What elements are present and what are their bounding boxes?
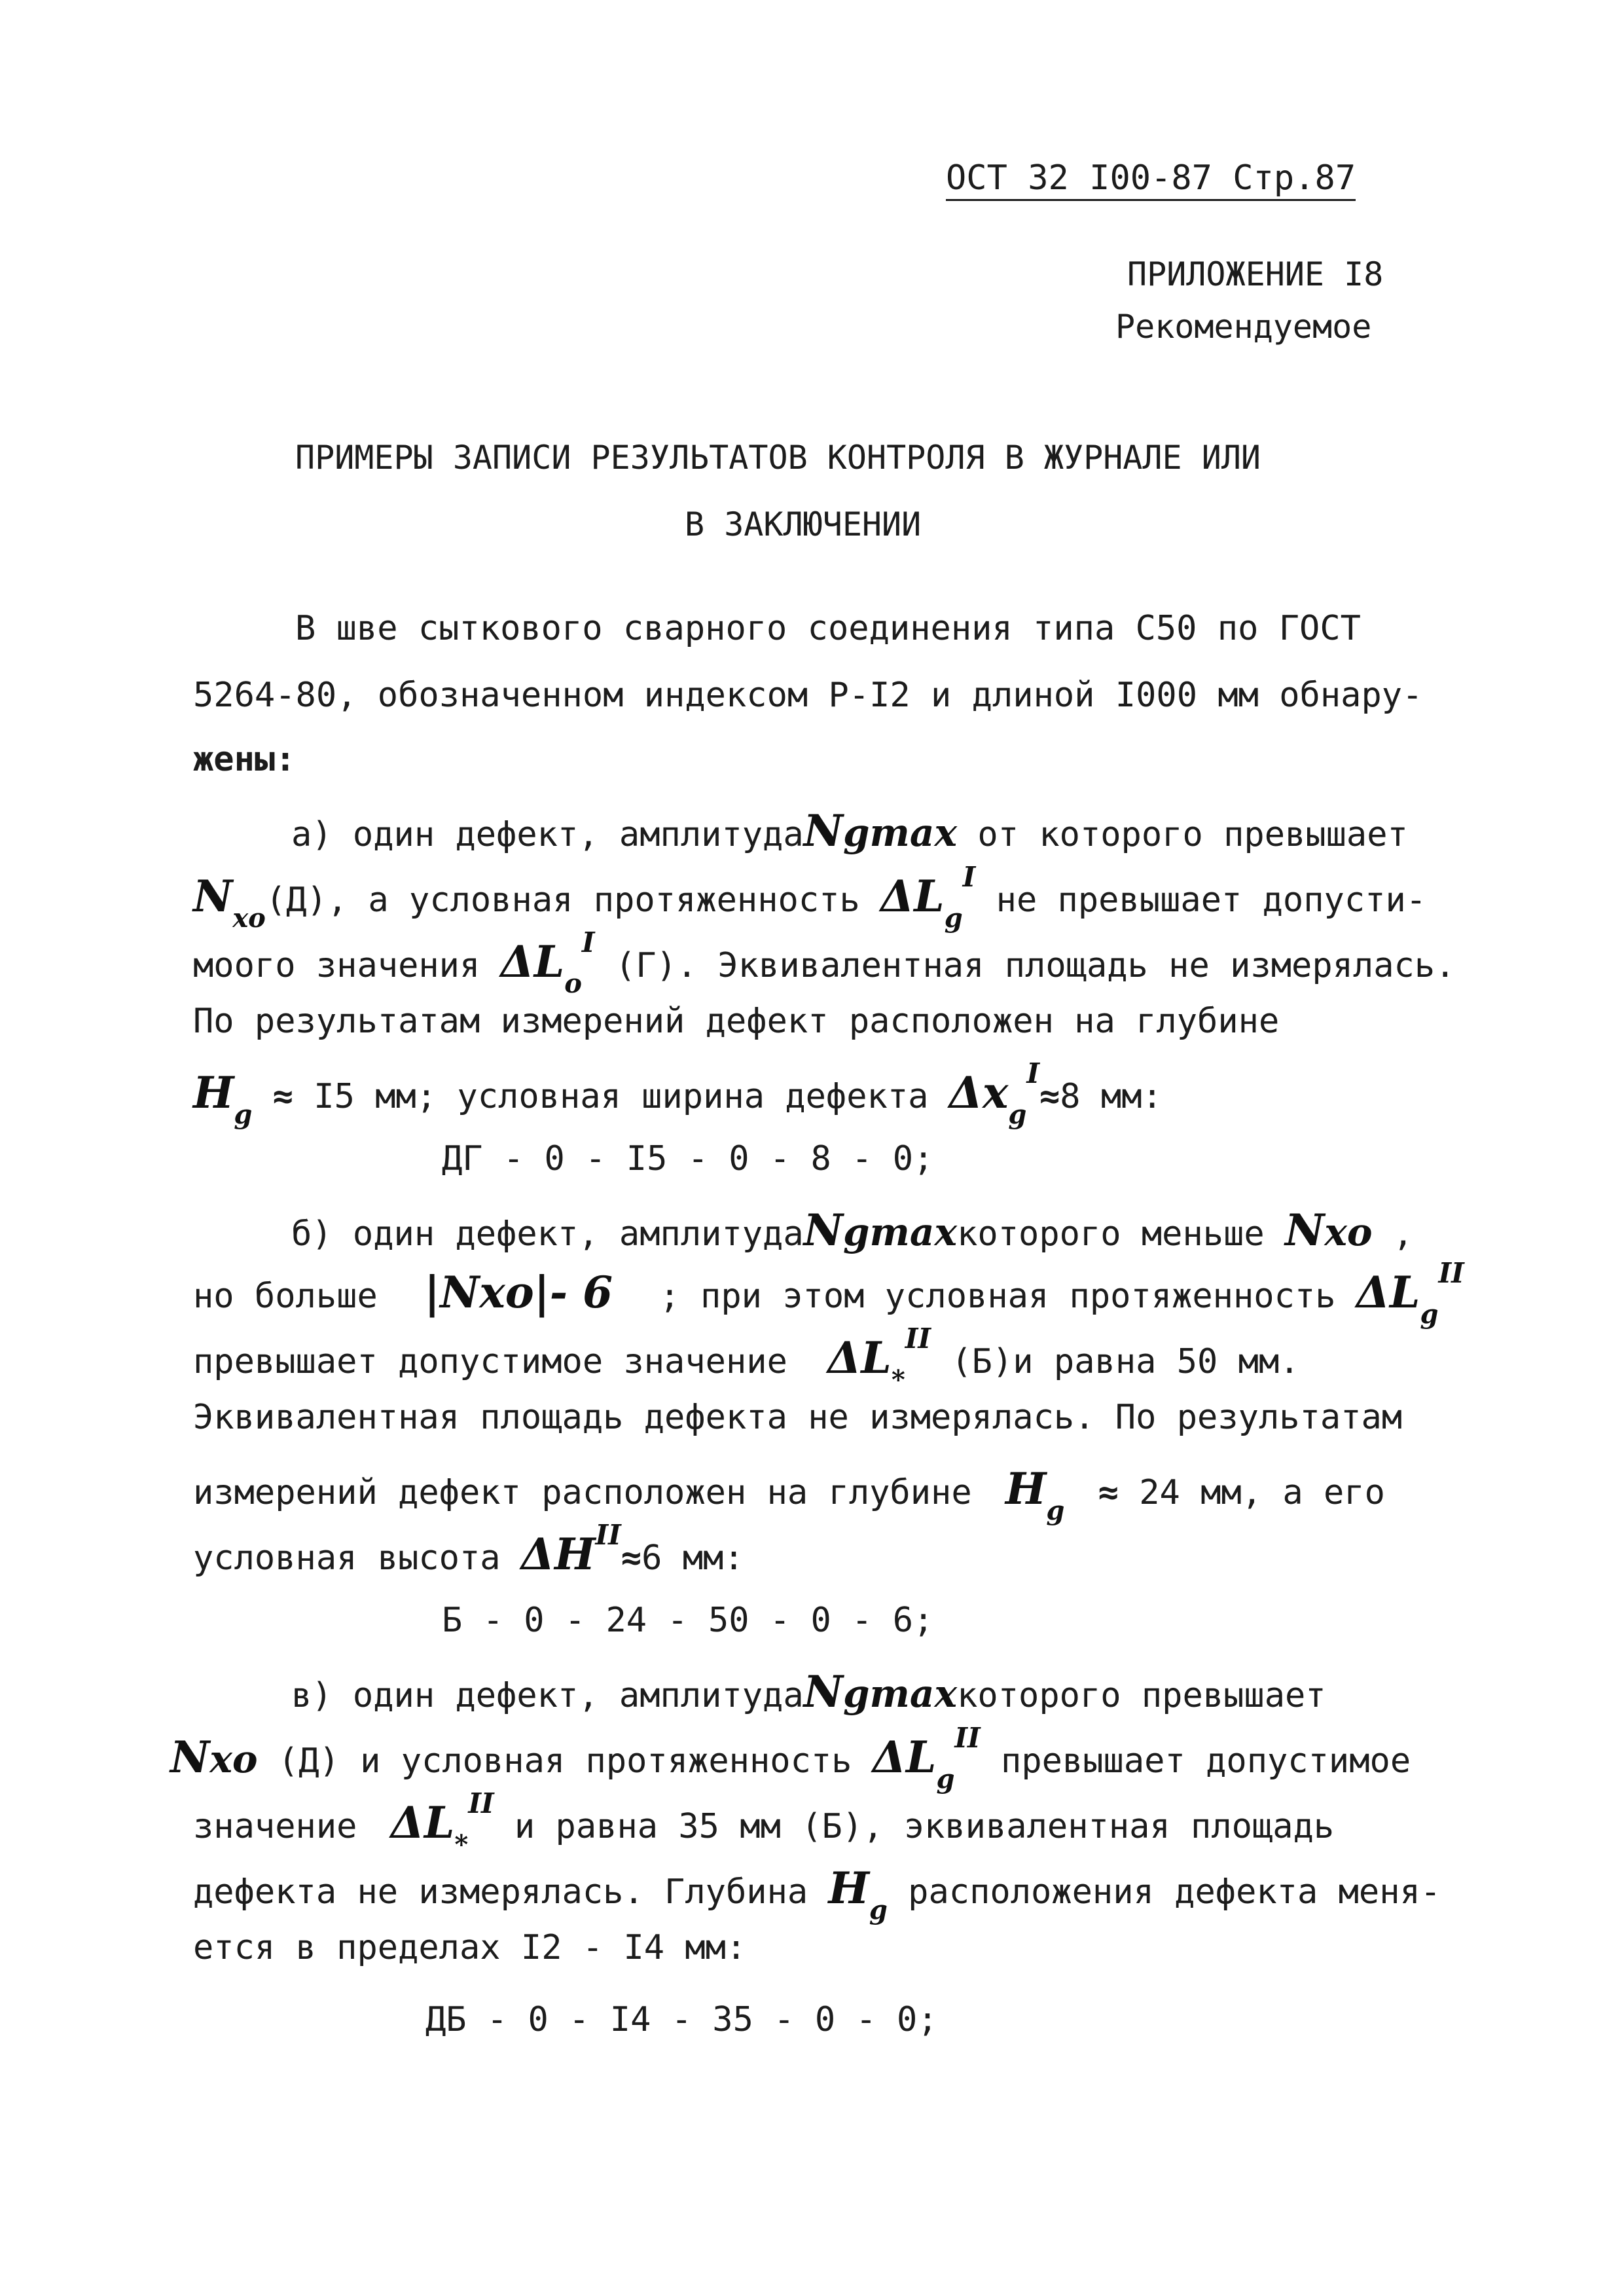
item-b-text: б) один дефект, амплитуда [291,1214,804,1254]
item-a-text: от которого превышает [977,815,1408,854]
n-gmax-symbol: Ngmax [803,1666,958,1717]
item-b-text: 6 мм: [641,1539,744,1578]
item-c-line-5: ется в пределах I2 - I4 мм: [193,1928,747,1967]
item-b-text: но больше [193,1277,378,1316]
item-b-text: которого меньше [957,1214,1265,1254]
appendix-label: ПРИЛОЖЕНИЕ I8 [1127,255,1384,293]
abs-n-xo-minus-6-symbol: |Nxo|- 6 [424,1267,613,1318]
item-c-text: значение [193,1807,357,1846]
item-b-text: условная высота [193,1539,501,1578]
item-c-text: которого превышает [957,1676,1326,1715]
item-b-line-3 [193,1322,1300,1395]
item-b-line-4: Эквивалентная площадь дефекта не измерялась. По результатам [193,1398,1403,1437]
item-b-line-6: условная высота $\Delta H^{II}\approx 6$ мм: [193,1519,744,1580]
item-c-line-2 [170,1722,1411,1795]
n-xo-symbol: Nxo [1285,1205,1373,1256]
h-g-symbol: $H_g$ [193,1067,253,1130]
item-a-line-4: По результатам измерений дефект расположен на глубине [193,1002,1280,1041]
n-gmax-symbol: Ngmax [803,805,958,856]
item-c-text: превышает допустимое [1001,1741,1411,1781]
item-c-text: и равна 35 мм (Б), эквивалентная площадь [514,1807,1335,1846]
document-title-line-2: В ЗАКЛЮЧЕНИИ [685,505,922,543]
intro-line-1: В шве сыткового сварного соединения типа С50 по ГОСТ [295,609,1361,648]
n-gmax-symbol: Ngmax [803,1205,958,1256]
h-g-symbol: $H_g$ [828,1863,888,1925]
h-g-symbol: $H_g$ [1005,1463,1065,1526]
item-c-line-4 [193,1863,1441,1925]
appendix-type: Рекомендуемое [1115,308,1372,346]
item-c-text: (Д) и условная протяженность [278,1741,852,1781]
delta-h-symbol: $\Delta H^{II}$ [520,1519,621,1580]
n-xo-symbol: $N_{xo}$ [193,871,266,934]
intro-line-2: 5264-80, обозначенном индексом Р-I2 и длиной I000 мм обнару- [193,676,1423,715]
item-b-text: 24 мм, а его [1139,1473,1385,1512]
n-xo-symbol: Nxo [170,1732,258,1783]
item-a-line-2 [193,861,1427,934]
item-c-text: в) один дефект, амплитуда [291,1676,804,1715]
item-b-text: измерений дефект расположен на глубине [193,1473,972,1512]
delta-l-o-symbol: $\Delta L_o^I$ [500,926,595,999]
item-b-text: ; при этом условная протяженность [659,1277,1336,1316]
item-a-text: (Д), а условная протяженность [265,881,860,920]
item-a-text: моого значения [193,946,480,985]
item-b-line-1 [291,1205,1413,1256]
item-c-line-3 [193,1787,1335,1860]
item-b-text: , [1392,1214,1414,1254]
item-c-code: ДБ - 0 - I4 - 35 - 0 - 0; [425,2000,938,2039]
item-b-text: (Б)и равна 50 мм. [951,1342,1300,1381]
item-a-text: а) один дефект, амплитуда [291,815,804,854]
intro-line-3 [193,740,296,779]
item-b-line-2 [193,1257,1464,1330]
item-b-line-5: измерений дефект расположен на глубине $H_g \approx 24$ мм, а его [193,1463,1385,1526]
intro-line-3-text: жены: [193,740,296,779]
page-header: ОСТ 32 I00-87 Стр.87 [946,158,1356,201]
item-b-text: превышает допустимое значение [193,1342,787,1381]
item-b-code: Б - 0 - 24 - 50 - 0 - 6; [442,1601,934,1640]
item-a-code: ДГ - 0 - I5 - 0 - 8 - 0; [442,1139,934,1178]
delta-l-star-symbol: $\Delta L_*^{II}$ [390,1787,494,1860]
document-title-line-1: ПРИМЕРЫ ЗАПИСИ РЕЗУЛЬТАТОВ КОНТРОЛЯ В ЖУРНАЛЕ ИЛИ [295,439,1261,477]
delta-l-g-symbol: $\Delta L_g^{II}$ [1356,1257,1464,1330]
item-c-line-1 [291,1666,1326,1717]
delta-l-g-symbol: $\Delta L_g^{II}$ [872,1722,981,1795]
item-c-text: расположения дефекта меня- [908,1872,1441,1912]
item-a-line-5: $H_g \approx I5$ мм; условная ширина дефекта $\Delta x_g^I\approx 8$ мм: [193,1057,1163,1130]
delta-x-g-symbol: $\Delta x_g^I$ [948,1057,1039,1130]
delta-l-star-symbol: $\Delta L_*^{II}$ [827,1322,931,1395]
item-a-text: I5 мм; условная ширина дефекта [314,1077,929,1116]
delta-l-g-symbol: $\Delta L_g^I$ [880,861,976,934]
item-a-text: 8 мм: [1060,1077,1163,1116]
item-c-text: дефекта не измерялась. Глубина [193,1872,808,1912]
item-a-text: (Г). Эквивалентная площадь не измерялась. [615,946,1456,985]
item-a-text: не превышает допусти- [996,881,1427,920]
item-a-line-1 [291,805,1408,856]
item-a-line-3 [193,926,1456,999]
